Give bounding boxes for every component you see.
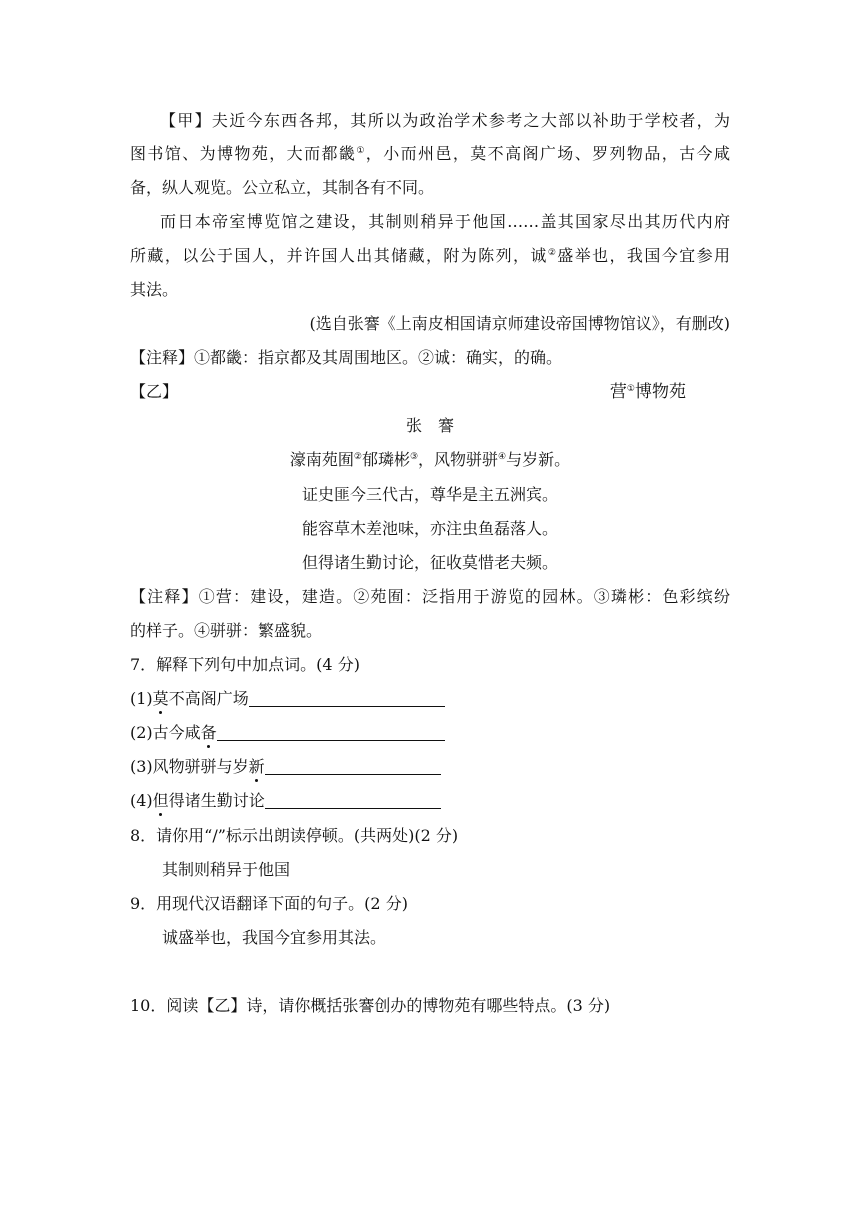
dotted-word: 备 [200, 723, 217, 742]
question-7-item-2: (2)古今咸备 [130, 723, 730, 743]
yi-label: 【乙】 [130, 382, 179, 401]
question-8: 8．请你用“/”标示出朗读停顿。(共两处)(2 分) [130, 826, 459, 845]
poem-verse-4: 但得诸生勤讨论，征收莫惜老夫频。 [301, 553, 558, 572]
dotted-word: 莫 [152, 689, 169, 708]
question-7-item-3: (3)风物骈骈与岁新 [130, 757, 730, 777]
footnote-marker: ② [353, 452, 362, 462]
dotted-word: 但 [152, 791, 169, 810]
answer-blank[interactable] [249, 690, 445, 707]
dotted-word: 新 [248, 757, 265, 776]
yi-notes-line-2: 的样子。④骈骈：繁盛貌。 [130, 621, 323, 640]
poem-verse-3: 能容草木差池味，亦注虫鱼磊落人。 [301, 519, 558, 538]
footnote-marker: ① [626, 383, 635, 393]
footnote-marker: ② [547, 248, 558, 258]
poem-verse-2: 证史匪今三代古，尊华是主五洲宾。 [301, 485, 558, 504]
jia-paragraph-2-line-3: 其法。 [130, 280, 179, 299]
jia-notes: 【注释】①都畿：指京都及其周围地区。②诚：确实，的确。 [130, 348, 563, 367]
question-10: 10．阅读【乙】诗，请你概括张謇创办的博物苑有哪些特点。(3 分) [130, 996, 611, 1015]
poem-author: 张 謇 [405, 416, 454, 435]
question-7: 7．解释下列句中加点词。(4 分) [130, 655, 360, 674]
jia-paragraph-1-line-2: 图书馆、为博物苑，大而都畿①，小而州邑，莫不高阁广场、罗列物品，古今咸 [130, 144, 730, 163]
poem-title: 营①博物苑 [609, 382, 686, 401]
footnote-marker: ③ [409, 452, 419, 462]
question-7-item-4: (4)但得诸生勤讨论 [130, 791, 730, 811]
poem-verse-1: 濠南苑囿②郁璘彬③，风物骈骈④与岁新。 [289, 450, 571, 469]
footnote-marker: ① [356, 146, 366, 156]
jia-paragraph-1-line-3: 备，纵人观览。公立私立，其制各有不同。 [130, 178, 435, 197]
yi-notes-line-1: 【注释】①营：建设，建造。②苑囿：泛指用于游览的园林。③璘彬：色彩缤纷 [130, 587, 730, 606]
footnote-marker: ④ [498, 452, 507, 462]
jia-source-citation: (选自张謇《上南皮相国请京师建设帝国博物馆议》，有删改) [309, 314, 730, 333]
jia-paragraph-2-line-2: 所藏，以公于国人，并许国人出其储藏，附为陈列，诚②盛举也，我国今宜参用 [130, 246, 730, 265]
answer-blank[interactable] [265, 792, 441, 809]
question-7-item-1: (1)莫不高阁广场 [130, 689, 730, 709]
question-9: 9．用现代汉语翻译下面的句子。(2 分) [130, 894, 408, 913]
jia-paragraph-1-line-1: 【甲】夫近今东西各邦，其所以为政治学术参考之大部以补助于学校者，为 [160, 111, 730, 130]
question-9-sentence: 诚盛举也，我国今宜参用其法。 [162, 928, 387, 947]
question-8-sentence: 其制则稍异于他国 [162, 860, 291, 879]
jia-paragraph-2-line-1: 而日本帝室博览馆之建设，其制则稍异于他国……盖其国家尽出其历代内府 [160, 212, 730, 231]
answer-blank[interactable] [265, 758, 441, 775]
answer-blank[interactable] [217, 724, 445, 741]
